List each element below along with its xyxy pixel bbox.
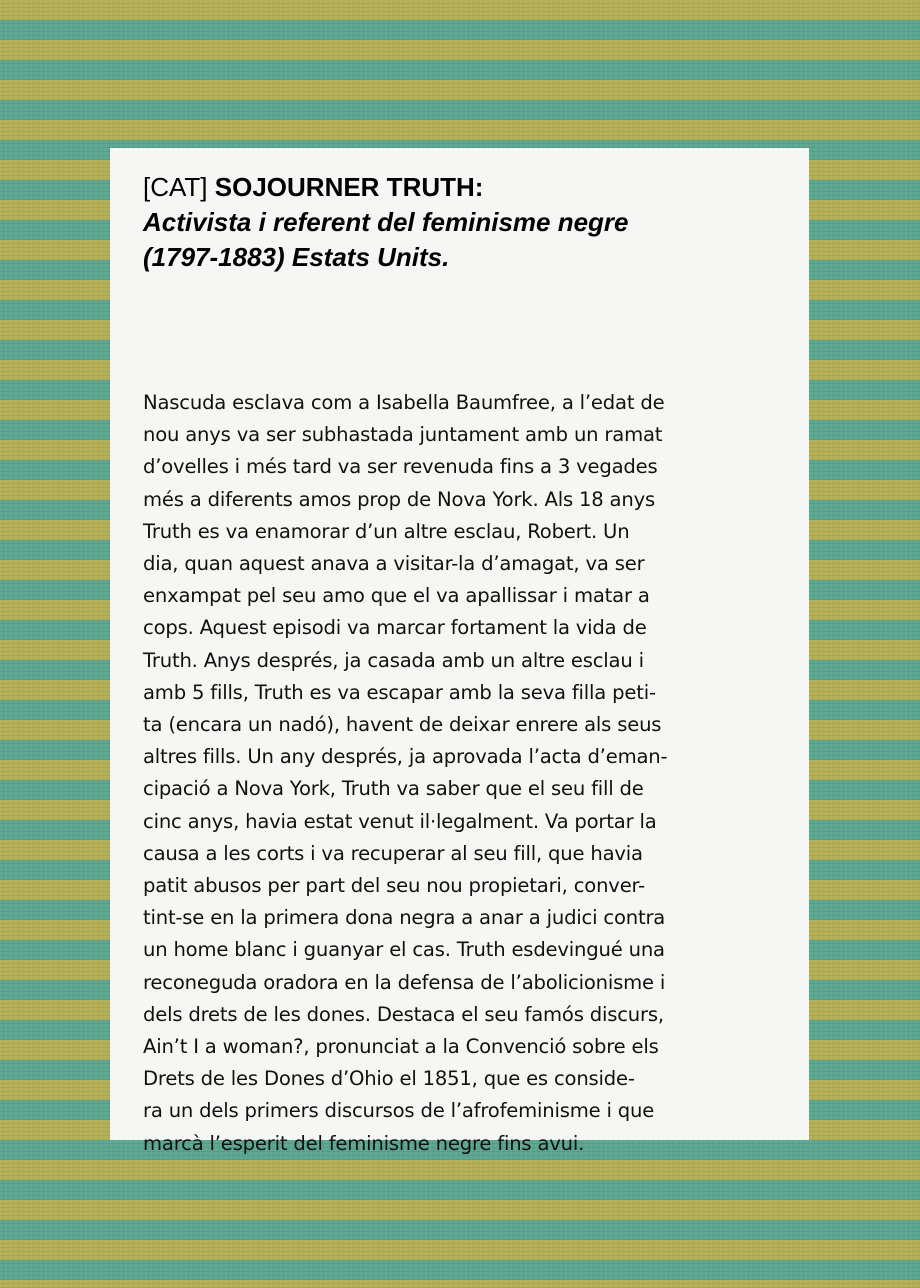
body-line: causa a les corts i va recuperar al seu fill, que havia (143, 841, 643, 865)
text-card (110, 148, 809, 1155)
body-line: dia, quan aquest anava a visitar-la d’amagat, va ser (143, 552, 645, 576)
body-line: reconeguda oradora en la defensa de l’abolicionisme i (143, 970, 666, 994)
body-line: cipació a Nova York, Truth va saber que el seu fill de (143, 777, 644, 801)
card-header (143, 170, 779, 275)
person-name: SOJOURNER TRUTH: (214, 172, 484, 202)
body-line: cops. Aquest episodi va marcar fortament la vida de (143, 616, 647, 640)
body-line: amb 5 fills, Truth es va escapar amb la seva filla peti- (143, 680, 656, 704)
body-line: més a diferents amos prop de Nova York. Als 18 anys (143, 487, 655, 511)
body-line: nou anys va ser subhastada juntament amb un ramat (143, 423, 663, 447)
body-line: altres fills. Un any després, ja aprovada l’acta d’eman- (143, 745, 668, 769)
body-line: Drets de les Dones d’Ohio el 1851, que es conside- (143, 1067, 635, 1091)
body-line: Truth es va enamorar d’un altre esclau, Robert. Un (143, 519, 630, 543)
subtitle-line-2: (1797-1883) Estats Units. (143, 242, 450, 272)
body-line: Nascuda esclava com a Isabella Baumfree, a l’edat de (143, 391, 665, 414)
body-line: d’ovelles i més tard va ser revenuda fins a 3 vegades (143, 455, 658, 479)
language-tag: [CAT] (143, 172, 208, 202)
body-line: un home blanc i guanyar el cas. Truth esdevingué una (143, 938, 665, 962)
biography-text (143, 387, 783, 1160)
body-line: tint-se en la primera dona negra a anar a judici contra (143, 906, 666, 930)
body-line: enxampat pel seu amo que el va apallissar i matar a (143, 584, 650, 608)
body-line: cinc anys, havia estat venut il·legalment. Va portar la (143, 809, 657, 833)
body-line: marcà l’esperit del feminisme negre fins avui. (143, 1131, 585, 1155)
body-line: dels drets de les dones. Destaca el seu famós discurs, (143, 1002, 664, 1026)
body-line: Ain’t I a woman?, pronunciat a la Convenció sobre els (143, 1035, 659, 1059)
body-line: ta (encara un nadó), havent de deixar enrere als seus (143, 713, 662, 737)
body-line: ra un dels primers discursos de l’afrofeminisme i que (143, 1099, 655, 1123)
subtitle-line-1: Activista i referent del feminisme negre (143, 207, 629, 237)
body-line: Truth. Anys després, ja casada amb un altre esclau i (143, 648, 644, 672)
body-line: patit abusos per part del seu nou propietari, conver- (143, 874, 646, 898)
